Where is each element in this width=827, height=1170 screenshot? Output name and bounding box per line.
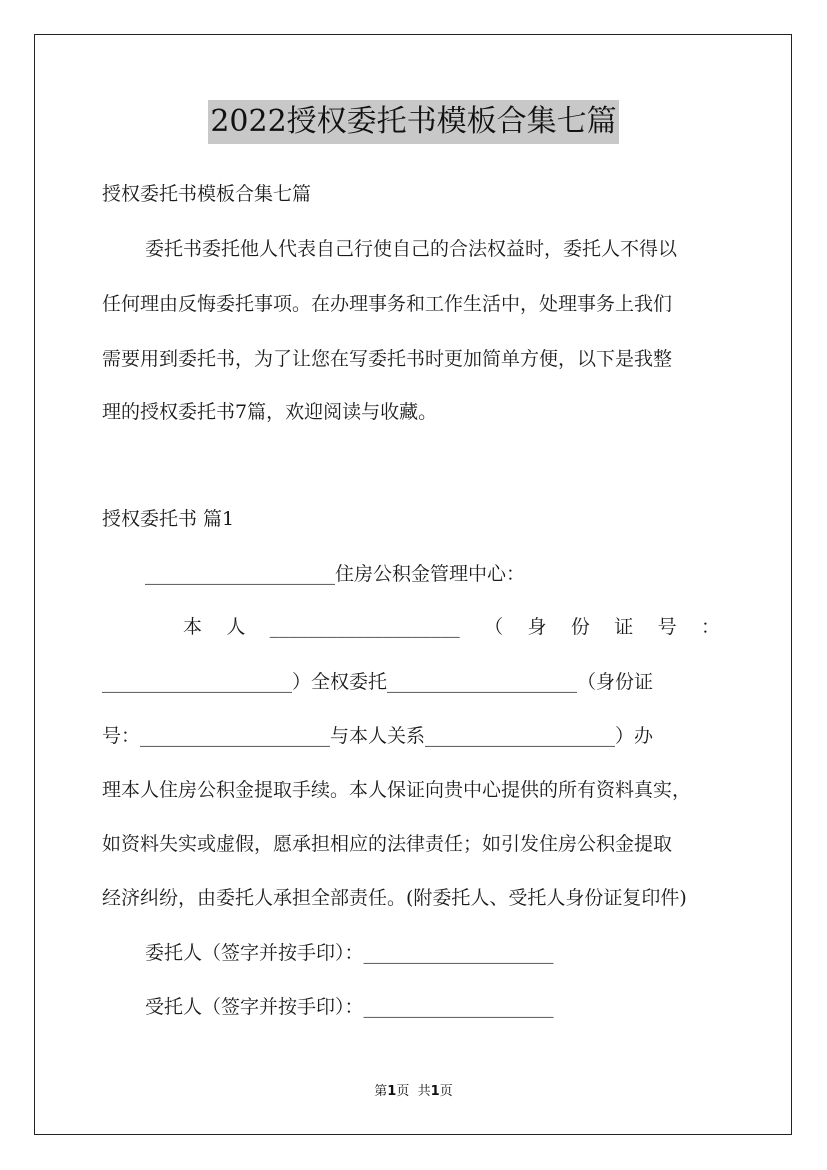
principal-token: 身 <box>527 616 547 638</box>
body-line-5: 经济纠纷，由委托人承担全部责任。(附委托人、受托人身份证复印件) <box>102 887 687 909</box>
principal-token: 份 <box>570 616 590 638</box>
principal-token: ____________________ <box>269 616 460 638</box>
body-line-4: 如资料失实或虚假，愿承担相应的法律责任；如引发住房公积金提取 <box>102 833 673 855</box>
signature-principal: 委托人（签字并按手印）：____________________ <box>145 942 554 964</box>
principal-token: 人 <box>226 616 246 638</box>
document-subtitle: 授权委托书模板合集七篇 <box>102 183 312 205</box>
principal-line <box>183 613 720 641</box>
section-heading: 授权委托书 篇1 <box>102 508 235 530</box>
body-line-2: 号：____________________与本人关系____________________）办 <box>102 725 654 747</box>
principal-token: ： <box>700 616 720 638</box>
footer-page-prefix: 第 <box>374 1084 388 1099</box>
footer-page-suffix: 页 <box>396 1084 410 1099</box>
body-line-1: ____________________）全权委托____________________（身份证 <box>102 671 654 693</box>
footer-page-number: 1 <box>387 1084 397 1099</box>
page-footer <box>0 1083 827 1101</box>
document-title: 2022授权委托书模板合集七篇 <box>208 100 618 144</box>
body-line-3: 理本人住房公积金提取手续。本人保证向贵中心提供的所有资料真实， <box>102 779 692 801</box>
intro-line-4: 理的授权委托书7篇，欢迎阅读与收藏。 <box>102 401 438 423</box>
intro-line-2: 任何理由反悔委托事项。在办理事务和工作生活中，处理事务上我们 <box>102 293 673 315</box>
principal-token: 号 <box>657 616 677 638</box>
addressee-line: ____________________住房公积金管理中心： <box>145 563 526 585</box>
principal-token: 证 <box>614 616 634 638</box>
footer-total-prefix: 共 <box>417 1084 431 1099</box>
intro-line-3: 需要用到委托书，为了让您在写委托书时更加简单方便，以下是我整 <box>102 348 673 370</box>
intro-line-1: 委托书委托他人代表自己行使自己的合法权益时，委托人不得以 <box>145 238 678 260</box>
principal-token: 本 <box>183 616 203 638</box>
footer-total-pages: 1 <box>430 1084 440 1099</box>
principal-token: （ <box>484 616 504 638</box>
title-container <box>0 100 827 144</box>
signature-agent: 受托人（签字并按手印）：____________________ <box>145 996 554 1018</box>
footer-total-suffix: 页 <box>439 1084 453 1099</box>
